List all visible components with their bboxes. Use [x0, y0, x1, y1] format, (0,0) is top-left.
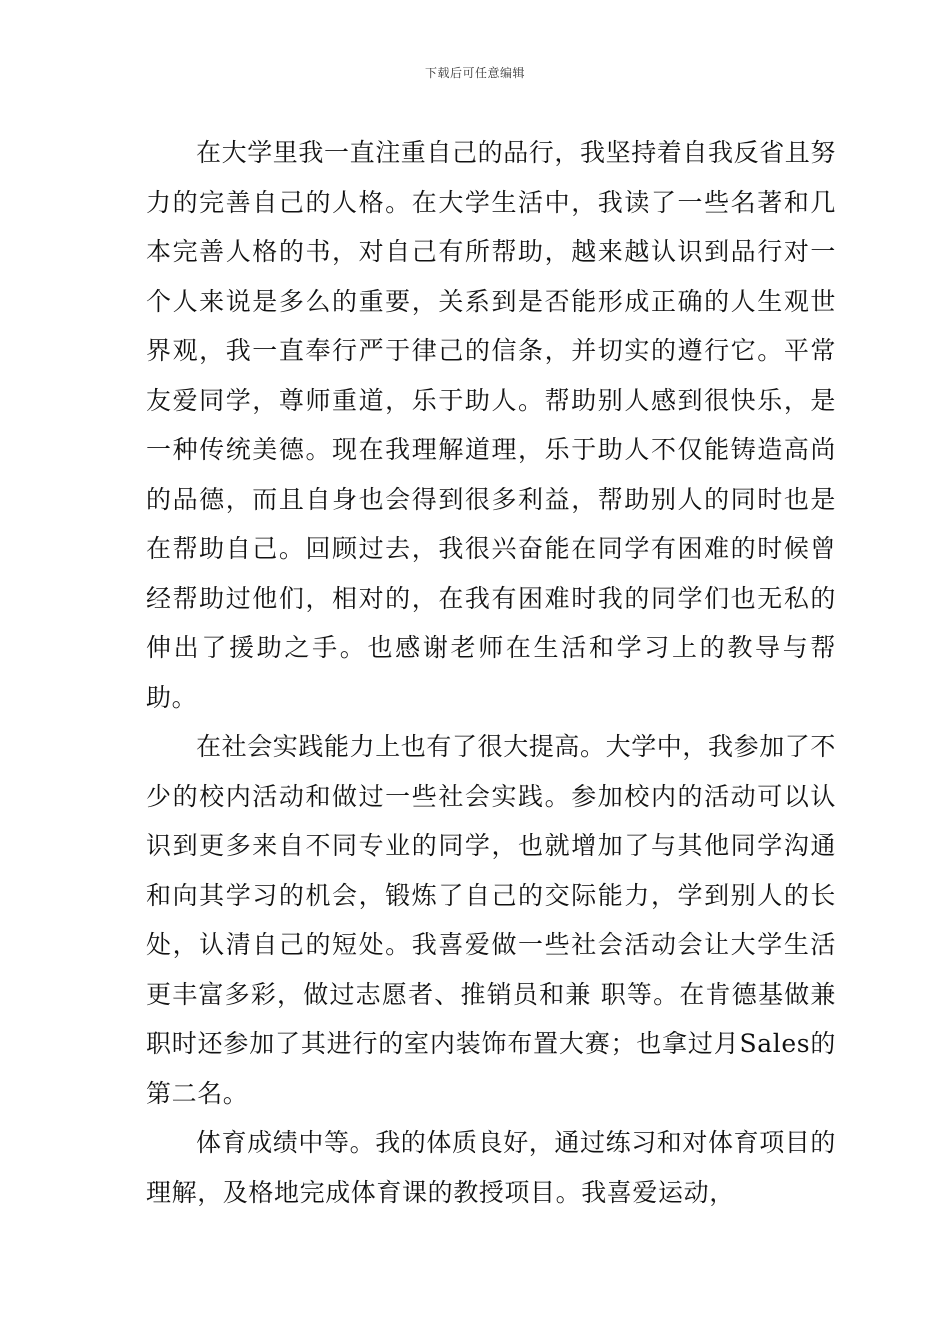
paragraph-social-practice: 在社会实践能力上也有了很大提高。大学中，我参加了不少的校内活动和做过一些社会实践。参加校内的活动可以认识到更多来自不同专业的同学，也就增加了与其他同学沟通和向其学习的机会，锻炼了自己的交际能力，学到别人的长处，认清自己的短处。我喜爱做一些社会活动会让大学生活更丰富多彩，做过志愿者、推销员和兼 职等。在肯德基做兼 职时还参加了其进行的室内装饰布置大赛；也拿过月Sales的第二名。: [146, 732, 837, 1108]
paragraph-sports: 体育成绩中等。我的体质良好，通过练习和对体育项目的理解，及格地完成体育课的教授项目。我喜爱运动，: [146, 1128, 837, 1207]
paragraph-character: 在大学里我一直注重自己的品行，我坚持着自我反省且努力的完善自己的人格。在大学生活中，我读了一些名著和几本完善人格的书，对自己有所帮助，越来越认识到品行对一个人来说是多么的重要，关系到是否能形成正确的人生观世界观，我一直奉行严于律己的信条，并切实的遵行它。平常友爱同学，尊师重道，乐于助人。帮助别人感到很快乐，是一种传统美德。现在我理解道理，乐于助人不仅能铸造高尚的品德，而且自身也会得到很多利益，帮助别人的同时也是在帮助自己。回顾过去，我很兴奋能在同学有困难的时候曾经帮助过他们，相对的，在我有困难时我的同学们也无私的伸出了援助之手。也感谢老师在生活和学习上的教导与帮助。: [146, 138, 837, 712]
page-header: 下载后可任意编辑: [424, 66, 525, 80]
document-body: [146, 128, 836, 1217]
